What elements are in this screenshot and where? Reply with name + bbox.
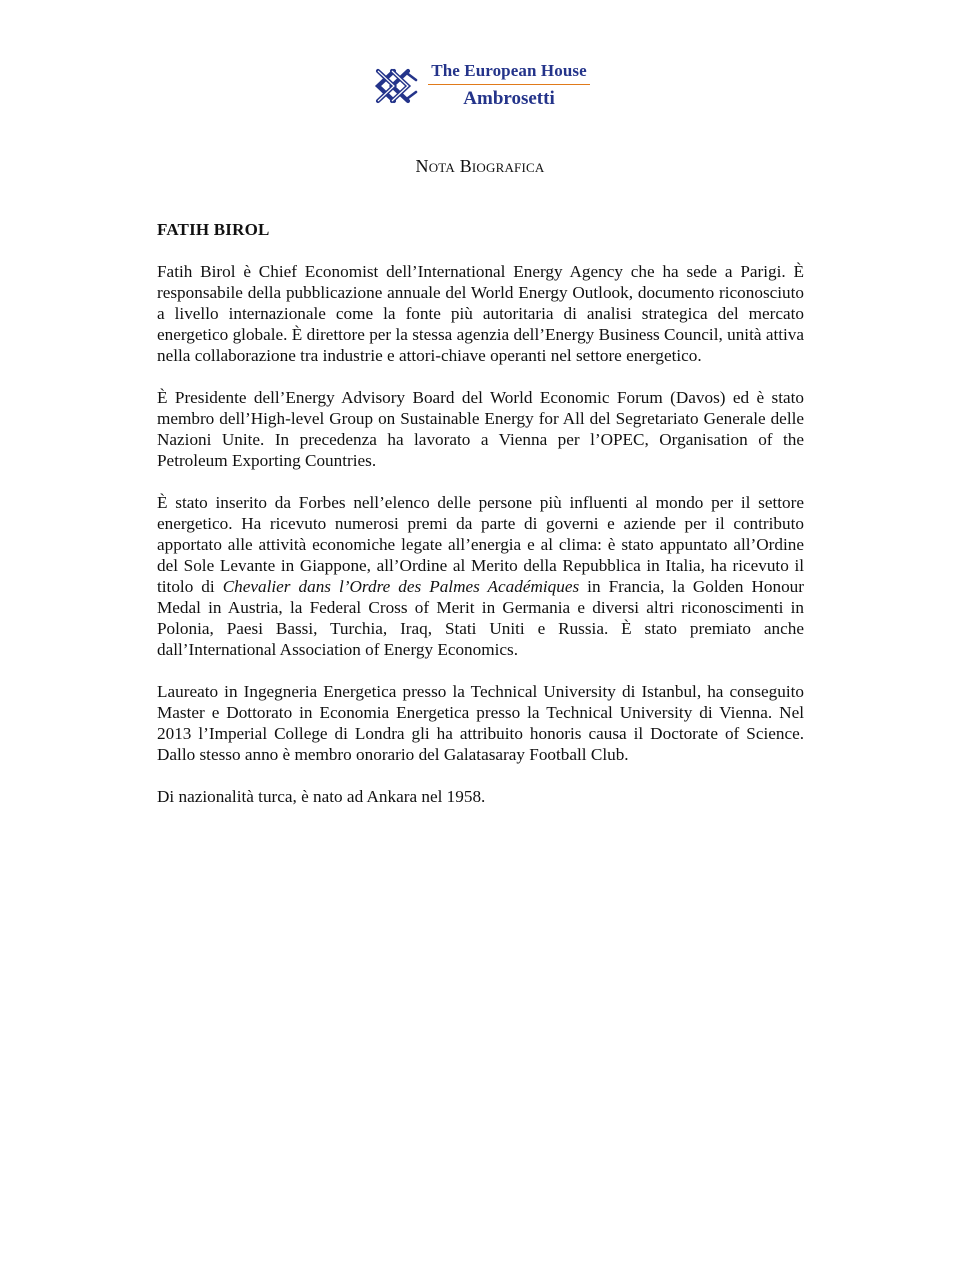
logo-line-1: The European House	[431, 61, 587, 80]
interlocking-x-logo-icon	[372, 66, 420, 106]
biography-paragraph-5: Di nazionalità turca, è nato ad Ankara nel 1958.	[157, 787, 486, 806]
paragraph-3-text-start: È stato inserito da Forbes nell’elenco delle persone più influenti al mondo per il settore energetico. Ha ricevuto numerosi premi da parte di governi e aziende per il contributo apportato alle attività economiche legate all’energia e al clima: è stato appuntato all’Ordine del Sole Levante in Giappone, all’Ordine al Merito della Repubblica in Italia, ha ricevuto il titolo di	[157, 493, 804, 596]
biography-paragraph-3	[157, 492, 804, 660]
biography-body	[157, 261, 804, 828]
biography-paragraph-4: Laureato in Ingegneria Energetica presso la Technical University di Istanbul, ha conseguito Master e Dottorato in Economia Energetica presso la Technical University di Vienna. Nel 2013 l’Imperial College di Londra gli ha attribuito honoris causa il Doctorate of Science. Dallo stesso anno è membro onorario del Galatasaray Football Club.	[157, 682, 804, 764]
paragraph-3-text-end: in Francia, la Golden Honour Medal in Austria, la Federal Cross of Merit in Germania e diversi altri riconoscimenti in Polonia, Paesi Bassi, Turchia, Iraq, Stati Uniti e Russia. È stato premiato anche dall’International Association of Energy Economics.	[157, 577, 804, 659]
biography-paragraph-2: È Presidente dell’Energy Advisory Board del World Economic Forum (Davos) ed è stato membro dell’High-level Group on Sustainable Energy for All del Segretariato Generale delle Nazioni Unite. In precedenza ha lavorato a Vienna per l’OPEC, Organisation of the Petroleum Exporting Countries.	[157, 388, 804, 470]
logo-divider	[428, 84, 590, 85]
company-logo	[372, 60, 602, 110]
logo-line-2: Ambrosetti	[463, 88, 555, 109]
biography-paragraph-1: Fatih Birol è Chief Economist dell’International Energy Agency che ha sede a Parigi. È responsabile della pubblicazione annuale del World Energy Outlook, documento riconosciuto a livello internazionale come la fonte più autoritaria di analisi strategica del mercato energetico globale. È direttore per la stessa agenzia dell’Energy Business Council, unità attiva nella collaborazione tra industrie e attori-chiave operanti nel settore energetico.	[157, 262, 804, 365]
logo-wordmark	[424, 60, 594, 110]
honour-title-italic: Chevalier dans l’Ordre des Palmes Académiques	[222, 577, 580, 596]
document-title: Nota Biografica	[415, 156, 545, 176]
person-name: FATIH BIROL	[157, 220, 270, 239]
